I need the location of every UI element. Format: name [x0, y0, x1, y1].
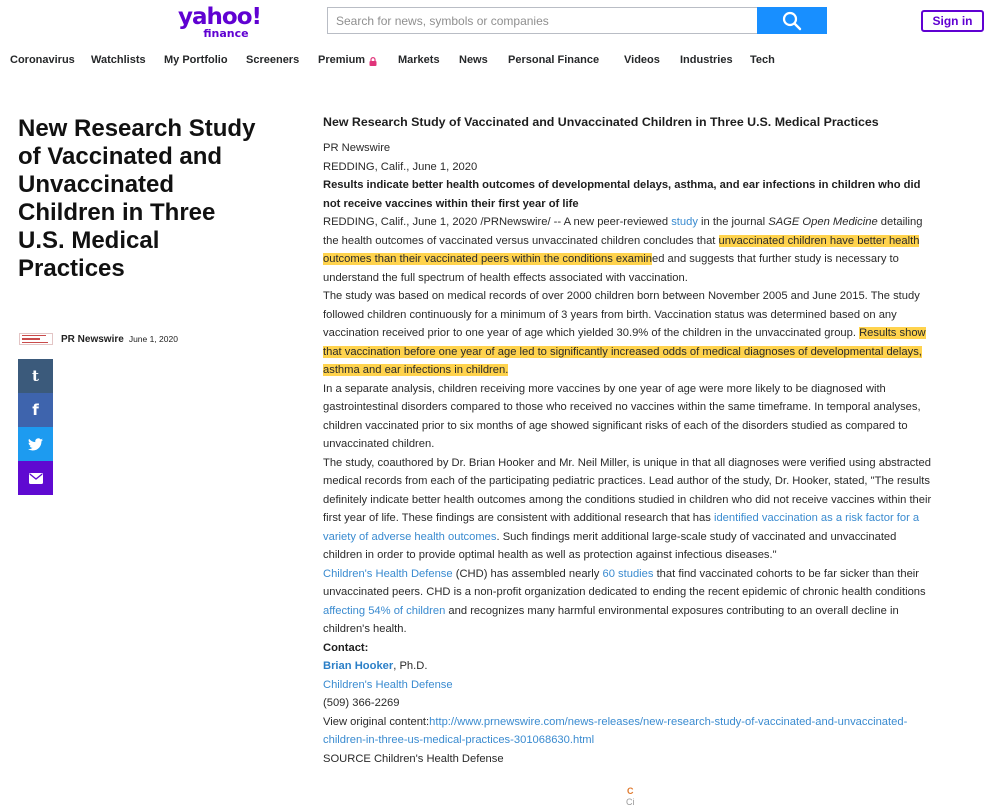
share-twitter-button[interactable]: [18, 427, 53, 461]
nav-item-coronavirus[interactable]: Coronavirus: [10, 54, 75, 66]
text: , Ph.D.: [393, 660, 428, 672]
footer-glyph-2: Ci: [626, 797, 635, 807]
nav-item-tech[interactable]: Tech: [750, 54, 775, 66]
main-nav: [10, 54, 775, 66]
footer-glyph-1: C: [627, 786, 634, 796]
study-link[interactable]: study: [671, 216, 698, 228]
source-name[interactable]: PR Newswire: [61, 333, 124, 345]
nav-item-news[interactable]: News: [459, 54, 488, 66]
article-body: [323, 114, 938, 768]
nav-item-watchlists[interactable]: Watchlists: [91, 54, 146, 66]
contact-name-link[interactable]: Brian Hooker: [323, 660, 394, 672]
share-tumblr-button[interactable]: [18, 359, 53, 393]
share-bar: [18, 359, 53, 495]
paragraph-4: [323, 454, 938, 565]
text: detailing the health outcomes of vaccinated versus unvaccinated children concludes that: [323, 216, 923, 247]
contact-name-line: [323, 657, 938, 676]
footer-fragment: [626, 786, 635, 808]
share-facebook-button[interactable]: [18, 393, 53, 427]
adverse-outcomes-link[interactable]: identified vaccination as a risk factor for a variety of adverse health outcomes: [323, 512, 920, 543]
text: The study, coauthored by Dr. Brian Hooker and Mr. Neil Miller, is unique in that all diagnoses were verified using abstracted medical records from each of the participating pediatric practices. Lead author of the study, Dr. Hooker, stated, "The results definitely indicate better health outcomes among the conditions studied in children who did not receive vaccines within their first year of life. These findings are consistent with additional research that has: [323, 456, 932, 524]
source-date: June 1, 2020: [128, 334, 178, 344]
contact-phone: (509) 366-2269: [323, 697, 400, 709]
text: ed and suggests that further study is necessary to understand the full spectrum of health effects associated with vaccination.: [323, 253, 899, 284]
share-mail-button[interactable]: [18, 461, 53, 495]
contact-org-link[interactable]: Children's Health Defense: [323, 678, 453, 691]
text: . Such findings merit additional large-scale study of vaccinated and unvaccinated children in order to provide optimal health as well as protection against infectious diseases.": [323, 530, 897, 561]
view-original-line: [323, 713, 938, 750]
nav-item-personal-finance[interactable]: Personal Finance: [508, 54, 600, 66]
nav-item-videos[interactable]: Videos: [624, 54, 660, 66]
article-byline: PR Newswire: [323, 142, 391, 154]
text: and recognizes many harmful environmental exposures contributing to an overall decline in children's health.: [323, 604, 899, 635]
chd-link[interactable]: Children's Health Defense: [323, 567, 453, 580]
logo-sub-text: finance: [203, 27, 249, 40]
text: View original content:: [323, 715, 430, 728]
highlighted-text: unvaccinated children have better health outcomes than their vaccinated peers within the conditions examin: [323, 234, 920, 265]
text: The study was based on medical records of over 2000 children born between November 2005 and June 2015. The study followed children continuously for a minimum of 3 years from birth. Vaccination status was determined based on any vaccination received prior to one year of age which yielded 30.9% of the children in the unvaccinated group.: [323, 290, 920, 339]
tumblr-icon: t: [32, 367, 39, 385]
nav-item-premium-label: Premium: [318, 54, 366, 66]
text: REDDING, Calif., June 1, 2020 /PRNewswire/ -- A new peer-reviewed: [323, 216, 672, 228]
logo-main-text: yahoo!: [178, 4, 261, 30]
paragraph-2: [323, 287, 938, 380]
lock-icon: [369, 57, 377, 66]
paragraph-5: [323, 565, 938, 639]
yahoo-finance-logo[interactable]: [178, 4, 261, 40]
article-lede: Results indicate better health outcomes of developmental delays, asthma, and ear infections in children who did not receive vaccines within their first year of life: [323, 179, 921, 210]
article-dateline: REDDING, Calif., June 1, 2020: [323, 160, 478, 173]
mail-icon: [29, 473, 43, 484]
nav-item-my-portfolio[interactable]: My Portfolio: [164, 54, 228, 66]
nav-item-industries[interactable]: Industries: [680, 54, 733, 66]
nav-item-markets[interactable]: Markets: [398, 54, 440, 66]
search-input[interactable]: [327, 7, 757, 34]
original-content-link[interactable]: http://www.prnewswire.com/news-releases/new-research-study-of-vaccinated-and-unvaccinated-children-in-three-us-medical-practices-301068630.html: [323, 715, 908, 746]
affecting-54-link[interactable]: affecting 54% of children: [323, 604, 446, 617]
highlighted-text: Results show that vaccination before one year of age led to significantly increased odds of medical diagnoses of developmental delays, asthma and ear infections in children.: [323, 327, 926, 376]
paragraph-3: In a separate analysis, children receiving more vaccines by one year of age were more likely to be diagnosed with gastrointestinal disorders compared to those who received no vaccines within the same timeframe. In temporal analyses, children vaccinated prior to six months of age showed significant risks of each of the disorders studied as compared to unvaccinated children.: [323, 382, 921, 450]
nav-item-premium[interactable]: [318, 54, 398, 66]
article-title: New Research Study of Vaccinated and Unvaccinated Children in Three U.S. Medical Practices: [323, 115, 879, 129]
sign-in-button[interactable]: Sign in: [921, 10, 984, 32]
text: that find vaccinated cohorts to be far sicker than their unvaccinated peers. CHD is a non-profit organization dedicated to ending the recent epidemic of chronic health conditions: [323, 567, 926, 598]
text: in the journal: [697, 216, 769, 228]
search-button[interactable]: [757, 7, 827, 34]
page-title: New Research Study of Vaccinated and Unvaccinated Children in Three U.S. Medical Practices: [18, 115, 256, 282]
facebook-icon: f: [32, 401, 39, 419]
sixty-studies-link[interactable]: 60 studies: [602, 567, 654, 580]
pr-newswire-logo: [19, 333, 53, 345]
twitter-icon: [28, 438, 43, 451]
source-line: SOURCE Children's Health Defense: [323, 752, 504, 765]
contact-label: Contact:: [323, 641, 369, 654]
search-icon: [782, 11, 802, 31]
text: (CHD) has assembled nearly: [452, 567, 603, 580]
paragraph-1: [323, 213, 938, 287]
source-row: [19, 333, 178, 345]
nav-item-screeners[interactable]: Screeners: [246, 54, 300, 66]
journal-name: SAGE Open Medicine: [768, 216, 878, 228]
